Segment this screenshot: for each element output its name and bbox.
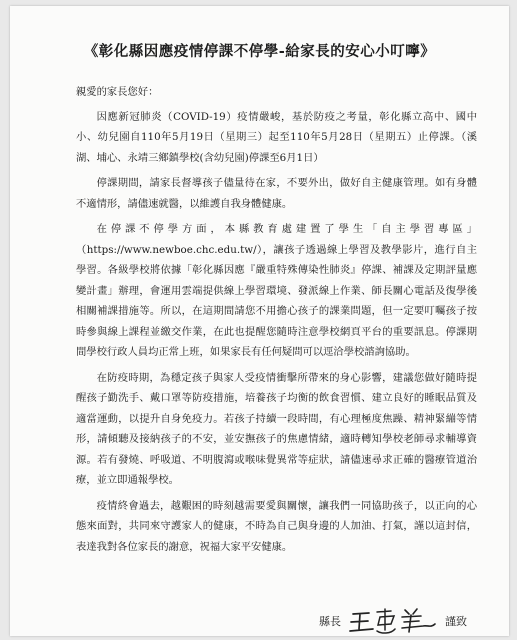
document-title: 《彰化縣因應疫情停課不停學-給家長的安心小叮嚀》 (83, 44, 436, 60)
paragraph-3: 在停課不停學方面，本縣教育處建置了學生「自主學習專區」（https://www.newboe.chc.edu.tw/），讓孩子透過線上學習及教學影片，進行自主學習。各級學校將依據「彰化縣因應『嚴重特殊傳染性肺炎』停課、補課及定期評量應變計畫」辦理，會運用雲端提供線上學習環境、發派線上作業、師長關心電話及復學後相關補課措施等。所以，在這期間請您不用擔心孩子的課業問題，但一定要叮囑孩子按時參與線上課程並繳交作業，在此也提醒您隨時注意學校網頁平台的重要訊息。停課期間學校行政人員均正常上班，如果家長有任何疑問可以逕洽學校諮詢協助。 (76, 223, 477, 358)
signature-block (319, 606, 467, 636)
greeting: 親愛的家長您好： (76, 86, 159, 98)
paragraph-4: 在防疫時期，為穩定孩子與家人受疫情衝擊所帶來的身心影響，建議您做好隨時提醒孩子勤洗手、戴口罩等防疫措施，培養孩子均衡的飲食習慣、建立良好的睡眠品質及適當運動，以提升自身免疫力。若孩子持續一段時間，有心理極度焦躁、精神緊繃等情形，請傾聽及接納孩子的不安，並安撫孩子的焦慮情緒，適時轉知學校老師尋求輔導資源。若有發燒、呼吸道、不明腹瀉或喉味覺異常等症狀，請儘速尋求正確的醫療管道治療，並立即通報學校。 (76, 371, 477, 486)
paragraph-2: 停課期間，請家長督導孩子儘量待在家，不要外出，做好自主健康管理。如有身體不適情形，請儘速就醫，以維護自我身體健康。 (76, 177, 477, 210)
signature-closing: 謹致 (445, 615, 467, 628)
paragraph-5: 疫情終會過去，越艱困的時刻越需要愛與關懷，讓我們一同協助孩子，以正向的心態來面對，共同來守護家人的健康，不時為自己與身邊的人加油、打氣，謹以這封信，表達我對各位家長的謝意，祝福大家平安健康。 (76, 499, 477, 553)
document-page (10, 6, 509, 636)
handwritten-signature (347, 606, 439, 636)
signature-title: 縣長 (319, 615, 341, 628)
letter-body (76, 82, 477, 562)
paragraph-1: 因應新冠肺炎（COVID-19）疫情嚴峻，基於防疫之考量，彰化縣立高中、國中小、幼兒園自110年5月19日（星期三）起至110年5月28日（星期五）止停課。（溪湖、埔心、永靖三鄉鎮學校(含幼兒園)停課至6月1日） (76, 110, 477, 164)
